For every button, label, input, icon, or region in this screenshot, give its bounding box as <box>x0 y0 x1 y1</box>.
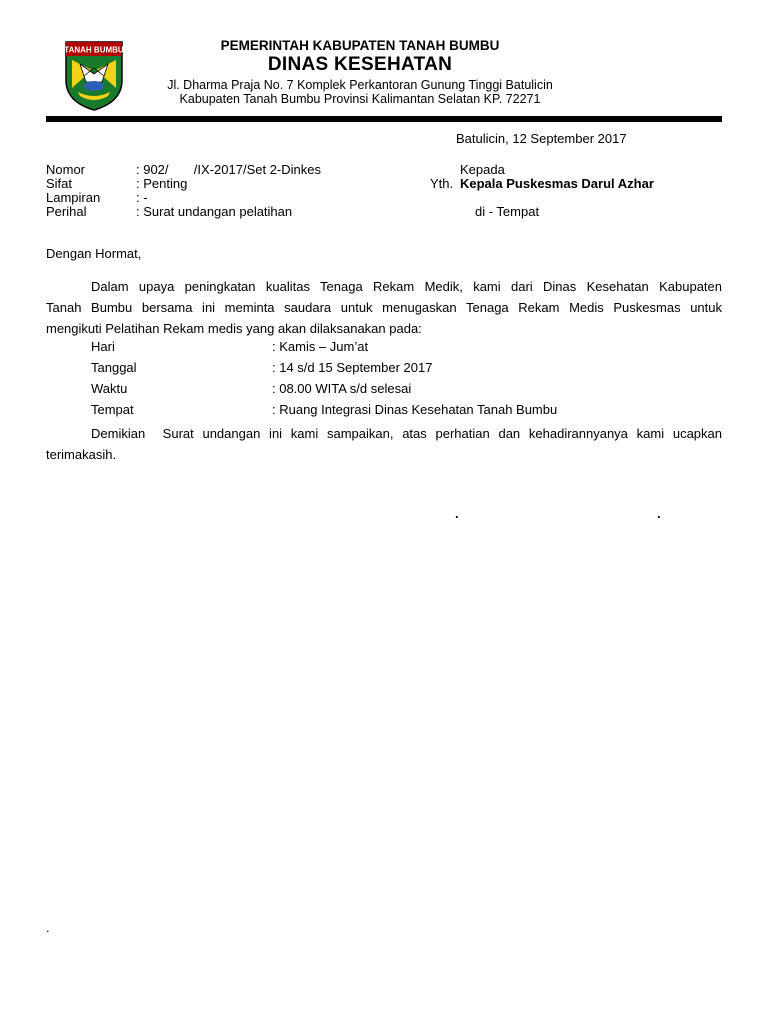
detail-value: : Ruang Integrasi Dinas Kesehatan Tanah Bumbu <box>272 402 558 417</box>
letterhead-divider <box>46 116 722 122</box>
closing-line-1: Demikian Surat undangan ini kami sampaikan, atas perhatian dan kehadirannyanya kami ucapkan <box>91 426 722 441</box>
recipient-name: Kepala Puskesmas Darul Azhar <box>460 176 654 191</box>
signature-dot-right: . <box>657 506 661 521</box>
intro-line-1: Dalam upaya peningkatan kualitas Tenaga Rekam Medik, kami dari Dinas Kesehatan Kabupaten <box>91 279 722 294</box>
detail-value: : 14 s/d 15 September 2017 <box>272 360 433 375</box>
footer-dot: . <box>46 920 50 935</box>
place-date: Batulicin, 12 September 2017 <box>456 131 627 146</box>
recipient-place: di - Tempat <box>475 204 540 219</box>
government-title: PEMERINTAH KABUPATEN TANAH BUMBU <box>220 38 500 53</box>
detail-label: Hari <box>91 339 115 354</box>
sifat-value: : Penting <box>136 176 188 191</box>
perihal-value: : Surat undangan pelatihan <box>136 204 293 219</box>
recipient-yth: Yth. <box>430 176 454 191</box>
detail-label: Waktu <box>91 381 128 396</box>
agency-title: DINAS KESEHATAN <box>267 54 453 75</box>
regency-emblem-logo <box>62 40 126 112</box>
nomor-label: Nomor <box>46 162 86 177</box>
greeting: Dengan Hormat, <box>46 246 142 261</box>
logo-text: TANAH BUMBU <box>64 45 124 55</box>
intro-line-2: Tanah Bumbu bersama ini meminta saudara untuk menugaskan Tenaga Rekam Medis Puskesmas untuk <box>46 300 722 315</box>
address-line-2: Kabupaten Tanah Bumbu Provinsi Kalimantan Selatan KP. 72271 <box>179 92 541 106</box>
closing-line-2: terimakasih. <box>46 447 117 462</box>
address-line-1: Jl. Dharma Praja No. 7 Komplek Perkantoran Gunung Tinggi Batulicin <box>167 78 553 92</box>
detail-value: : 08.00 WITA s/d selesai <box>272 381 412 396</box>
intro-line-3: mengikuti Pelatihan Rekam medis yang akan dilaksanakan pada: <box>46 321 422 336</box>
detail-value: : Kamis – Jum’at <box>272 339 369 354</box>
signature-dot-left: . <box>455 506 459 521</box>
detail-label: Tanggal <box>91 360 137 375</box>
nomor-value: : 902/ /IX-2017/Set 2-Dinkes <box>136 162 321 177</box>
lampiran-value: : - <box>136 190 148 205</box>
perihal-label: Perihal <box>46 204 87 219</box>
sifat-label: Sifat <box>46 176 73 191</box>
recipient-kepada: Kepada <box>460 162 505 177</box>
lampiran-label: Lampiran <box>46 190 101 205</box>
detail-label: Tempat <box>91 402 134 417</box>
